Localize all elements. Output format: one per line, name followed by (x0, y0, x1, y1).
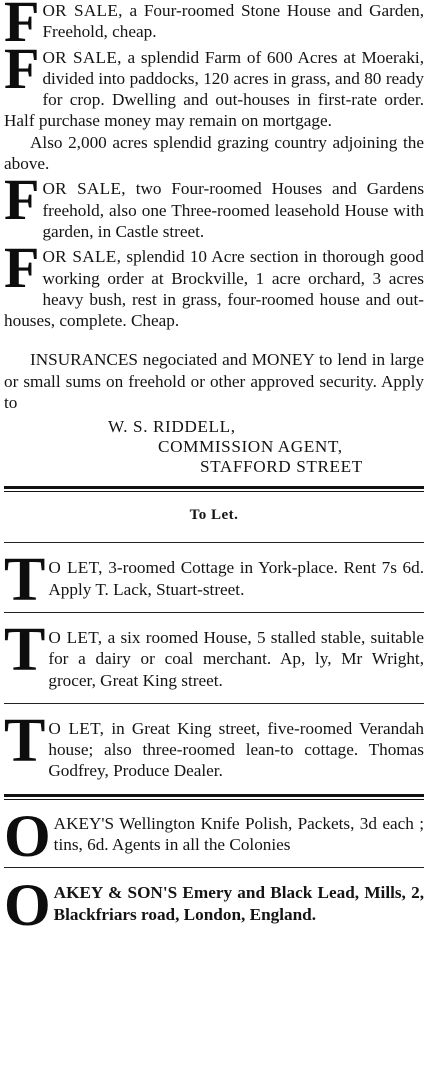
drop-cap: T (4, 706, 45, 775)
for-sale-ad-3 (4, 167, 425, 242)
section-divider (4, 486, 424, 489)
divider (4, 542, 424, 543)
section-divider (4, 794, 424, 797)
ad-text: AKEY & SON'S Emery and Black Lead, Mills, 2, Blackfriars road, London, England. (53, 883, 424, 924)
for-sale-ad-1 (4, 0, 424, 54)
ad-text: a splendid Farm of 600 Acres at Moeraki, divided into paddocks, 120 acres in grass, and 80 ready for crop. Dwelling and out-houses in first-rate order. Half purchase money may remain on mortgage. (4, 47, 425, 131)
ad-lead: OR SALE, (42, 179, 126, 199)
drop-cap: F (4, 0, 39, 54)
oakey-emery-ad (4, 872, 424, 939)
ad-text: in Great King street, five-roomed Verandah house; also three-roomed lean-to cottage. Thomas Godfrey, Produce Dealer. (48, 718, 425, 781)
divider (4, 612, 424, 613)
signature-block (4, 417, 424, 477)
ad-extra-paragraph: Also 2,000 acres splendid grazing country adjoining the above. (4, 132, 424, 174)
for-sale-ad-4 (4, 235, 424, 331)
ad-lead: O LET, (48, 558, 103, 578)
drop-cap: F (4, 35, 39, 101)
drop-cap: T (4, 615, 45, 684)
insurance-text: INSURANCES negociated and MONEY to lend in large or small sums on freehold or other approved security. Apply to (4, 350, 424, 413)
drop-cap: O (4, 802, 50, 869)
signature-name: W. S. RIDDELL, (108, 417, 236, 437)
signature-title: COMMISSION AGENT, (158, 437, 343, 457)
to-let-ad-3 (4, 706, 425, 782)
signature-street: STAFFORD STREET (200, 457, 363, 477)
ad-lead: OR SALE, (42, 47, 122, 67)
drop-cap: F (4, 167, 39, 233)
ad-lead: OR SALE, (42, 247, 122, 267)
divider (4, 867, 424, 868)
drop-cap: T (4, 546, 45, 615)
ad-lead: O LET, (48, 627, 103, 647)
drop-cap: F (4, 235, 39, 301)
ad-text: AKEY'S Wellington Knife Polish, Packets, 3d each ; tins, 6d. Agents in all the Colonies (53, 813, 424, 855)
ad-lead: OR SALE, (42, 1, 123, 20)
ad-text: a Four-roomed Stone House and Garden, Freehold, cheap. (42, 1, 424, 42)
to-let-ad-1 (4, 546, 424, 615)
ad-text: splendid 10 Acre section in thorough good working order at Brockville, 1 acre orchard, 3 acres heavy bush, rest in grass, four-roomed house and out-houses, complete. Cheap. (4, 247, 424, 331)
to-let-heading: To Let. (189, 507, 239, 524)
oakey-knife-polish-ad (4, 802, 424, 869)
ad-lead: O LET, (48, 718, 105, 738)
drop-cap: O (4, 872, 50, 939)
newspaper-column (4, 0, 425, 939)
for-sale-ad-2 (4, 35, 425, 175)
ad-text: 3-roomed Cottage in York-place. Rent 7s 6d. Apply T. Lack, Stuart-street. (48, 558, 424, 599)
ad-text: two Four-roomed Houses and Gardens freehold, also one Three-roomed leasehold House with garden, in Castle street. (42, 179, 425, 241)
ad-text: a six roomed House, 5 stalled stable, suitable for a dairy or coal merchant. Ap, ly, Mr Wright, grocer, Great King street. (48, 627, 424, 690)
to-let-ad-2 (4, 615, 424, 691)
insurance-notice (4, 349, 424, 413)
divider (4, 703, 424, 704)
